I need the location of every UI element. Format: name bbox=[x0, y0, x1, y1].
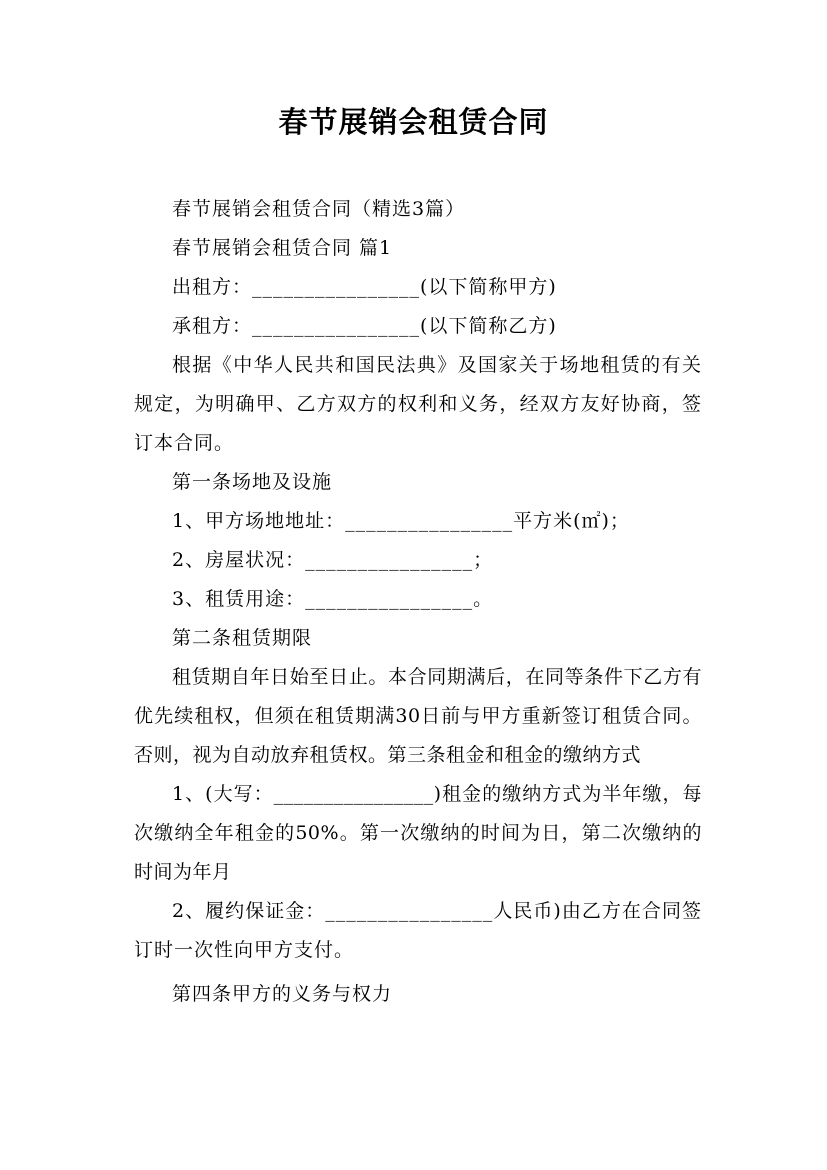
paragraph-lessor: 出租方：________________(以下简称甲方) bbox=[172, 276, 557, 298]
document-title: 春节展销会租赁合同 bbox=[278, 105, 549, 139]
document-body bbox=[134, 190, 702, 1014]
paragraph-collection-heading: 春节展销会租赁合同（精选3篇） bbox=[172, 198, 466, 220]
paragraph-article-1-item-1: 1、甲方场地地址：________________平方米(㎡)； bbox=[172, 510, 630, 532]
paragraph-article-2-body: 租赁期自年日始至日止。本合同期满后，在同等条件下乙方有优先续租权，但须在租赁期满30日前与甲方重新签订租赁合同。否则，视为自动放弃租赁权。第三条租金和租金的缴纳方式 bbox=[134, 666, 702, 766]
paragraph-article-2-heading: 第二条租赁期限 bbox=[172, 627, 313, 649]
paragraph-part-heading: 春节展销会租赁合同 篇1 bbox=[172, 237, 393, 259]
paragraph-article-1-heading: 第一条场地及设施 bbox=[172, 471, 333, 493]
paragraph-article-1-item-2: 2、房屋状况：________________； bbox=[172, 549, 494, 571]
paragraph-lessee: 承租方：________________(以下简称乙方) bbox=[172, 315, 557, 337]
paragraph-article-3-item-1: 1、(大写：________________)租金的缴纳方式为半年缴，每次缴纳全年租金的50%。第一次缴纳的时间为日，第二次缴纳的时间为年月 bbox=[134, 783, 702, 883]
paragraph-article-1-item-3: 3、租赁用途：________________。 bbox=[172, 588, 494, 610]
paragraph-preamble: 根据《中华人民共和国民法典》及国家关于场地租赁的有关规定，为明确甲、乙方双方的权利和义务，经双方友好协商，签订本合同。 bbox=[134, 354, 702, 454]
paragraph-article-4-heading: 第四条甲方的义务与权力 bbox=[172, 983, 393, 1005]
paragraph-article-3-item-2: 2、履约保证金：________________人民币)由乙方在合同签订时一次性向甲方支付。 bbox=[134, 900, 702, 961]
